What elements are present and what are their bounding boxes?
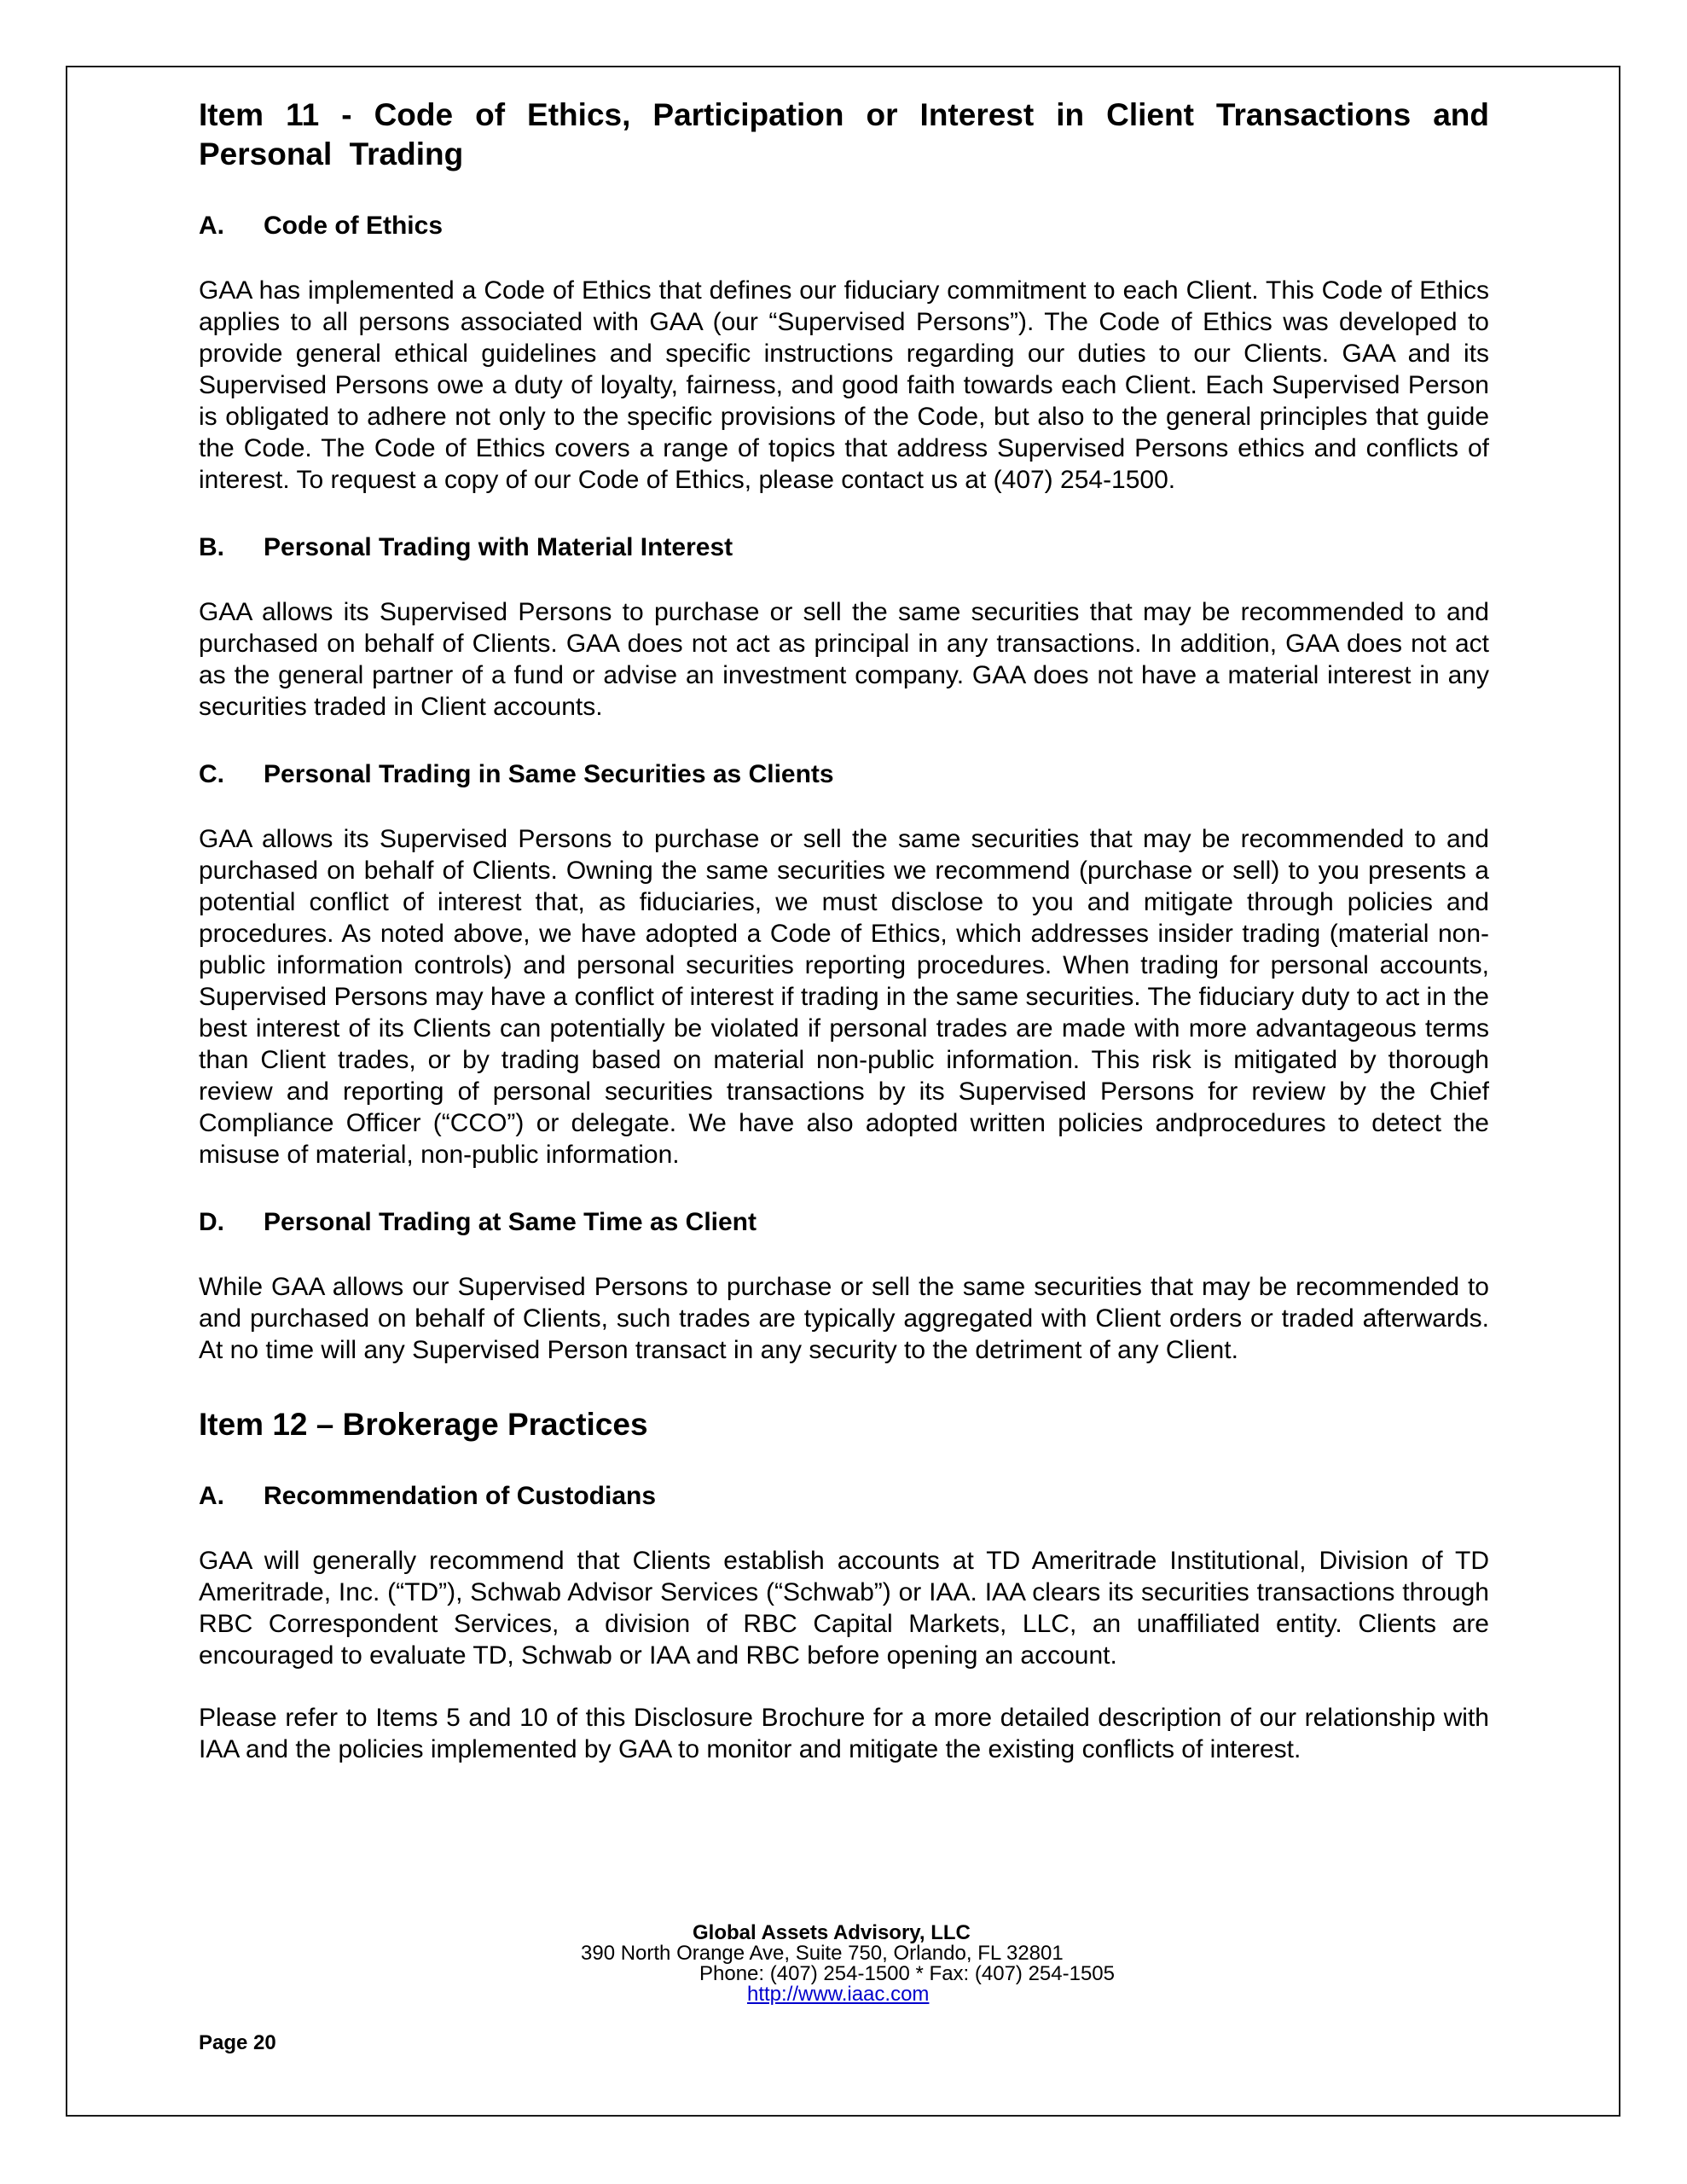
item-12-title: Item 12 – Brokerage Practices bbox=[199, 1407, 648, 1442]
page-number: Page 20 bbox=[199, 2031, 276, 2054]
section-11c-paragraph: GAA allows its Supervised Persons to purchase or sell the same securities that may be recommended to and purchased on behalf of Clients. Owning the same securities we recommend (purchase or sell) to you presents a potential conflict of interest that, as fiduciaries, we must disclose to you and mitigate through policies and procedures. As noted above, we have adopted a Code of Ethics, which addresses insider trading (material non-public information controls) and personal securities reporting procedures. When trading for personal accounts, Supervised Persons may have a conflict of interest if trading in the same securities. The fiduciary duty to act in the best interest of its Clients can potentially be violated if personal trades are made with more advantageous terms than Client trades, or by trading based on material non-public information. This risk is mitigated by thorough review and reporting of personal securities transactions by its Supervised Persons for review by the Chief Compliance Officer (“CCO”) or delegate. We have also adopted written policies andprocedures to detect the misuse of material, non-public information. bbox=[199, 825, 1489, 1169]
section-11b-paragraph: GAA allows its Supervised Persons to purchase or sell the same securities that may be recommended to and purchased on behalf of Clients. GAA does not act as principal in any transactions. In addition, GAA does not act as the general partner of a fund or advise an investment company. GAA does not have a material interest in any securities traded in Client accounts. bbox=[199, 598, 1489, 721]
section-11a-heading bbox=[199, 210, 1489, 242]
section-12a-heading bbox=[199, 1480, 1489, 1513]
section-11d-heading bbox=[199, 1206, 1489, 1239]
section-title: Personal Trading with Material Interest bbox=[264, 533, 733, 561]
section-11c-heading bbox=[199, 758, 1489, 791]
footer-phone-fax: Phone: (407) 254-1500 * Fax: (407) 254-1505 bbox=[699, 1962, 1115, 1985]
section-12a-paragraph-2: Please refer to Items 5 and 10 of this Disclosure Brochure for a more detailed description of our relationship with IAA and the policies implemented by GAA to monitor and mitigate the existing conflicts of interest. bbox=[199, 1704, 1489, 1763]
section-11b-heading bbox=[199, 531, 1489, 564]
section-title: Personal Trading in Same Securities as Clients bbox=[264, 760, 834, 788]
section-12a-paragraph-1: GAA will generally recommend that Clients establish accounts at TD Ameritrade Institutional, Division of TD Ameritrade, Inc. (“TD”), Schwab Advisor Services (“Schwab”) or IAA. IAA clears its securities transactions through RBC Correspondent Services, a division of RBC Capital Markets, LLC, an unaffiliated entity. Clients are encouraged to evaluate TD, Schwab or IAA and RBC before opening an account. bbox=[199, 1547, 1489, 1670]
section-letter: A. bbox=[199, 1482, 224, 1510]
section-letter: B. bbox=[199, 533, 224, 561]
section-title: Code of Ethics bbox=[264, 212, 443, 240]
footer-website-link[interactable]: http://www.iaac.com bbox=[747, 1983, 930, 2006]
section-letter: C. bbox=[199, 760, 224, 788]
page-content bbox=[199, 96, 1489, 1765]
section-letter: A. bbox=[199, 212, 224, 240]
section-11a-paragraph: GAA has implemented a Code of Ethics that defines our fiduciary commitment to each Client. This Code of Ethics applies to all persons associated with GAA (our “Supervised Persons”). The Code of Ethics was developed to provide general ethical guidelines and specific instructions regarding our duties to our Clients. GAA and its Supervised Persons owe a duty of loyalty, fairness, and good faith towards each Client. Each Supervised Person is obligated to adhere not only to the specific provisions of the Code, but also to the general principles that guide the Code. The Code of Ethics covers a range of topics that address Supervised Persons ethics and conflicts of interest. To request a copy of our Code of Ethics, please contact us at (407) 254-1500. bbox=[199, 276, 1489, 494]
section-letter: D. bbox=[199, 1208, 224, 1236]
section-title: Recommendation of Custodians bbox=[264, 1482, 657, 1510]
footer-company-name: Global Assets Advisory, LLC bbox=[693, 1921, 971, 1944]
footer-address: 390 North Orange Ave, Suite 750, Orlando, FL 32801 bbox=[581, 1942, 1064, 1965]
section-11d-paragraph: While GAA allows our Supervised Persons to purchase or sell the same securities that may be recommended to and purchased on behalf of Clients, such trades are typically aggregated with Client orders or traded afterwards. At no time will any Supervised Person transact in any security to the detriment of any Client. bbox=[199, 1273, 1489, 1364]
item-11-title: Item 11 - Code of Ethics, Participation or Interest in Client Transactions and Personal Trading bbox=[199, 97, 1489, 171]
section-title: Personal Trading at Same Time as Client bbox=[264, 1208, 757, 1236]
